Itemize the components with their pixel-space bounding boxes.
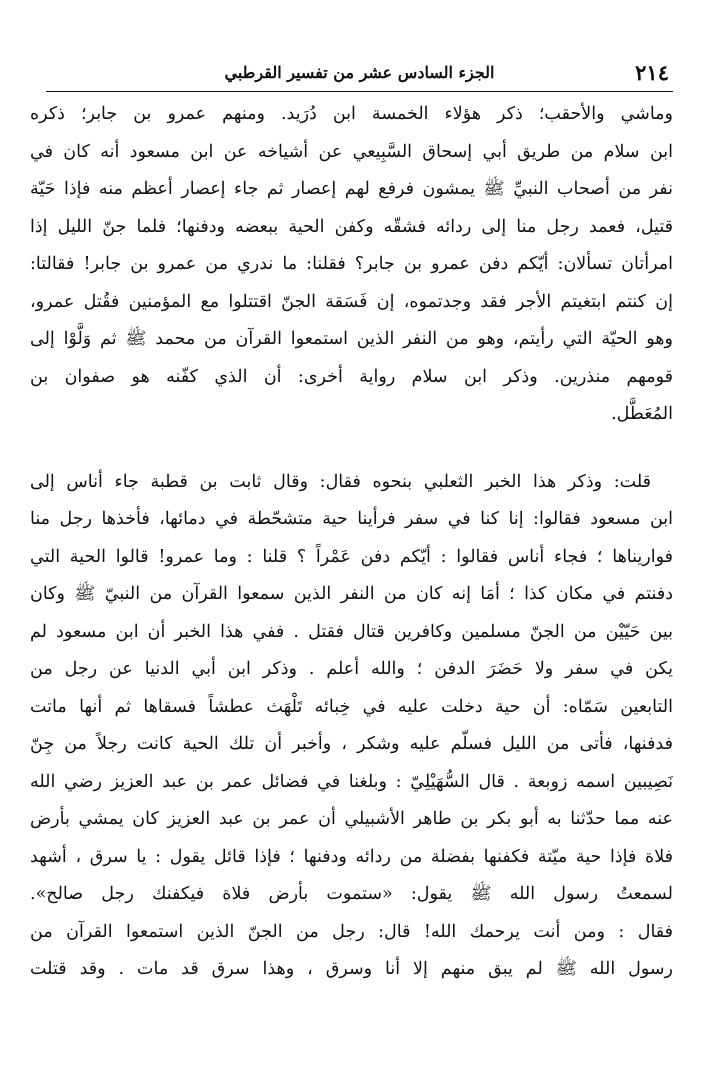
text-line: لسمعتُ رسول الله ﷺ يقول: «ستموت بأرض فلاة فيكفنك رجل صالح». (30, 884, 673, 904)
text-line: قومهم منذرين. وذكر ابن سلام رواية أخرى: أن الذي كفّنه هو صفوان بن (30, 366, 673, 387)
text-line: قلت: وذكر هذا الخبر الثعلبي بنحوه فقال: وقال ثابت بن قطبة جاء أناس إلى (30, 471, 651, 492)
text-line: التابعين سَمّاه: أن حية دخلت عليه في خِبائه تَلْهَث عطشاً فسقاها ثم أنها ماتت (30, 696, 673, 717)
text-line: قتيل، فعمد رجل منا إلى ردائه فشقّه وكفن الحية ببعضه ودفنها؛ فلما جنّ الليل إذا (30, 216, 673, 237)
text-line: ابن مسعود فقالوا: إنا كنا في سفر فرأينا حية متشحّطة في دمائها، فأخذها رجل منا (30, 509, 673, 529)
text-line: وماشي والأحقب؛ ذكر هؤلاء الخمسة ابن دُرَيد. ومنهم عمرو بن جابر؛ ذكره (30, 104, 673, 124)
header-rule (46, 91, 673, 92)
paragraph-gap (30, 434, 673, 464)
body-text (30, 96, 673, 989)
paragraph-2 (30, 464, 673, 989)
text-line: امرأتان تسألان: أيّكم دفن عمرو بن جابر؟ فقلنا: ما ندري من عمرو بن جابر! فقالتا: (30, 254, 673, 274)
text-line: رسول الله ﷺ لم يبق منهم إلا أنا وسرق ، وهذا سرق قد مات . وقد قتلت (30, 959, 673, 979)
text-line: بين حَيّيْن من الجنّ مسلمين وكافرين قتال فقتل . ففي هذا الخبر أن ابن مسعود لم (30, 621, 673, 642)
text-line: نَصِيبين اسمه زوبعة . قال السُّهَيْلِيّ : وبلغنا في فضائل عمر بن عبد العزيز رضي الله (30, 771, 673, 792)
paragraph-1 (30, 96, 673, 434)
page-header (46, 56, 673, 92)
text-line: فقال : ومن أنت يرحمك الله! قال: رجل من الجنّ الذين استمعوا القرآن من (30, 921, 673, 942)
text-line: يكن في سفر ولا حَضَرَ الدفن ؛ والله أعلم . وذكر ابن أبي الدنيا عن رجل من (30, 659, 673, 679)
text-line: وهو الحيّة التي رأيتم، وهو من النفر الذين استمعوا القرآن من محمد ﷺ ثم وَلَّوْا إلى (30, 329, 673, 349)
text-line: دفنتم في مكان كذا ؛ أمَا إنه كان من النفر الذين سمعوا القرآن من النبيّ ﷺ وكان (30, 584, 673, 604)
text-line: نفر من أصحاب النبيِّ ﷺ يمشون فرفع لهم إعصار ثم جاء إعصار أعظم منه فإذا حَيّة (30, 179, 673, 199)
text-line: فلاة فإذا حية ميّتة فكفنها بفضلة من ردائه ودفنها ؛ فإذا قائل يقول : يا سرق ، أشهد (30, 846, 673, 867)
text-line: فواريناها ؛ فجاء أناس فقالوا : أيّكم دفن عَمْراً ؟ قلنا : وما عمرو! قالوا الحية التي (30, 546, 673, 567)
text-line: فدفنها، فأتى من الليل فسلّم عليه وشكر ، وأخبر أن تلك الحية كانت رجلاً من جِنّ (30, 734, 673, 754)
text-line: عنه مما حدّثنا به أبو بكر بن طاهر الأشبيلي أن عمر بن عبد العزيز كان يمشي بأرض (30, 809, 673, 829)
page-number: ٢١٤ (635, 60, 669, 85)
text-line: المُعَطَّل. (611, 404, 673, 424)
running-title: الجزء السادس عشر من تفسير القرطبي (224, 63, 495, 82)
text-line: إن كنتم ابتغيتم الأجر فقد وجدتموه، إن فَسَقة الجنّ اقتتلوا مع المؤمنين فقُتل عمرو، (30, 291, 673, 312)
text-line: ابن سلام من طريق أبي إسحاق السَّبِيعي عن أشياخه عن ابن مسعود أنه كان في (30, 141, 673, 162)
